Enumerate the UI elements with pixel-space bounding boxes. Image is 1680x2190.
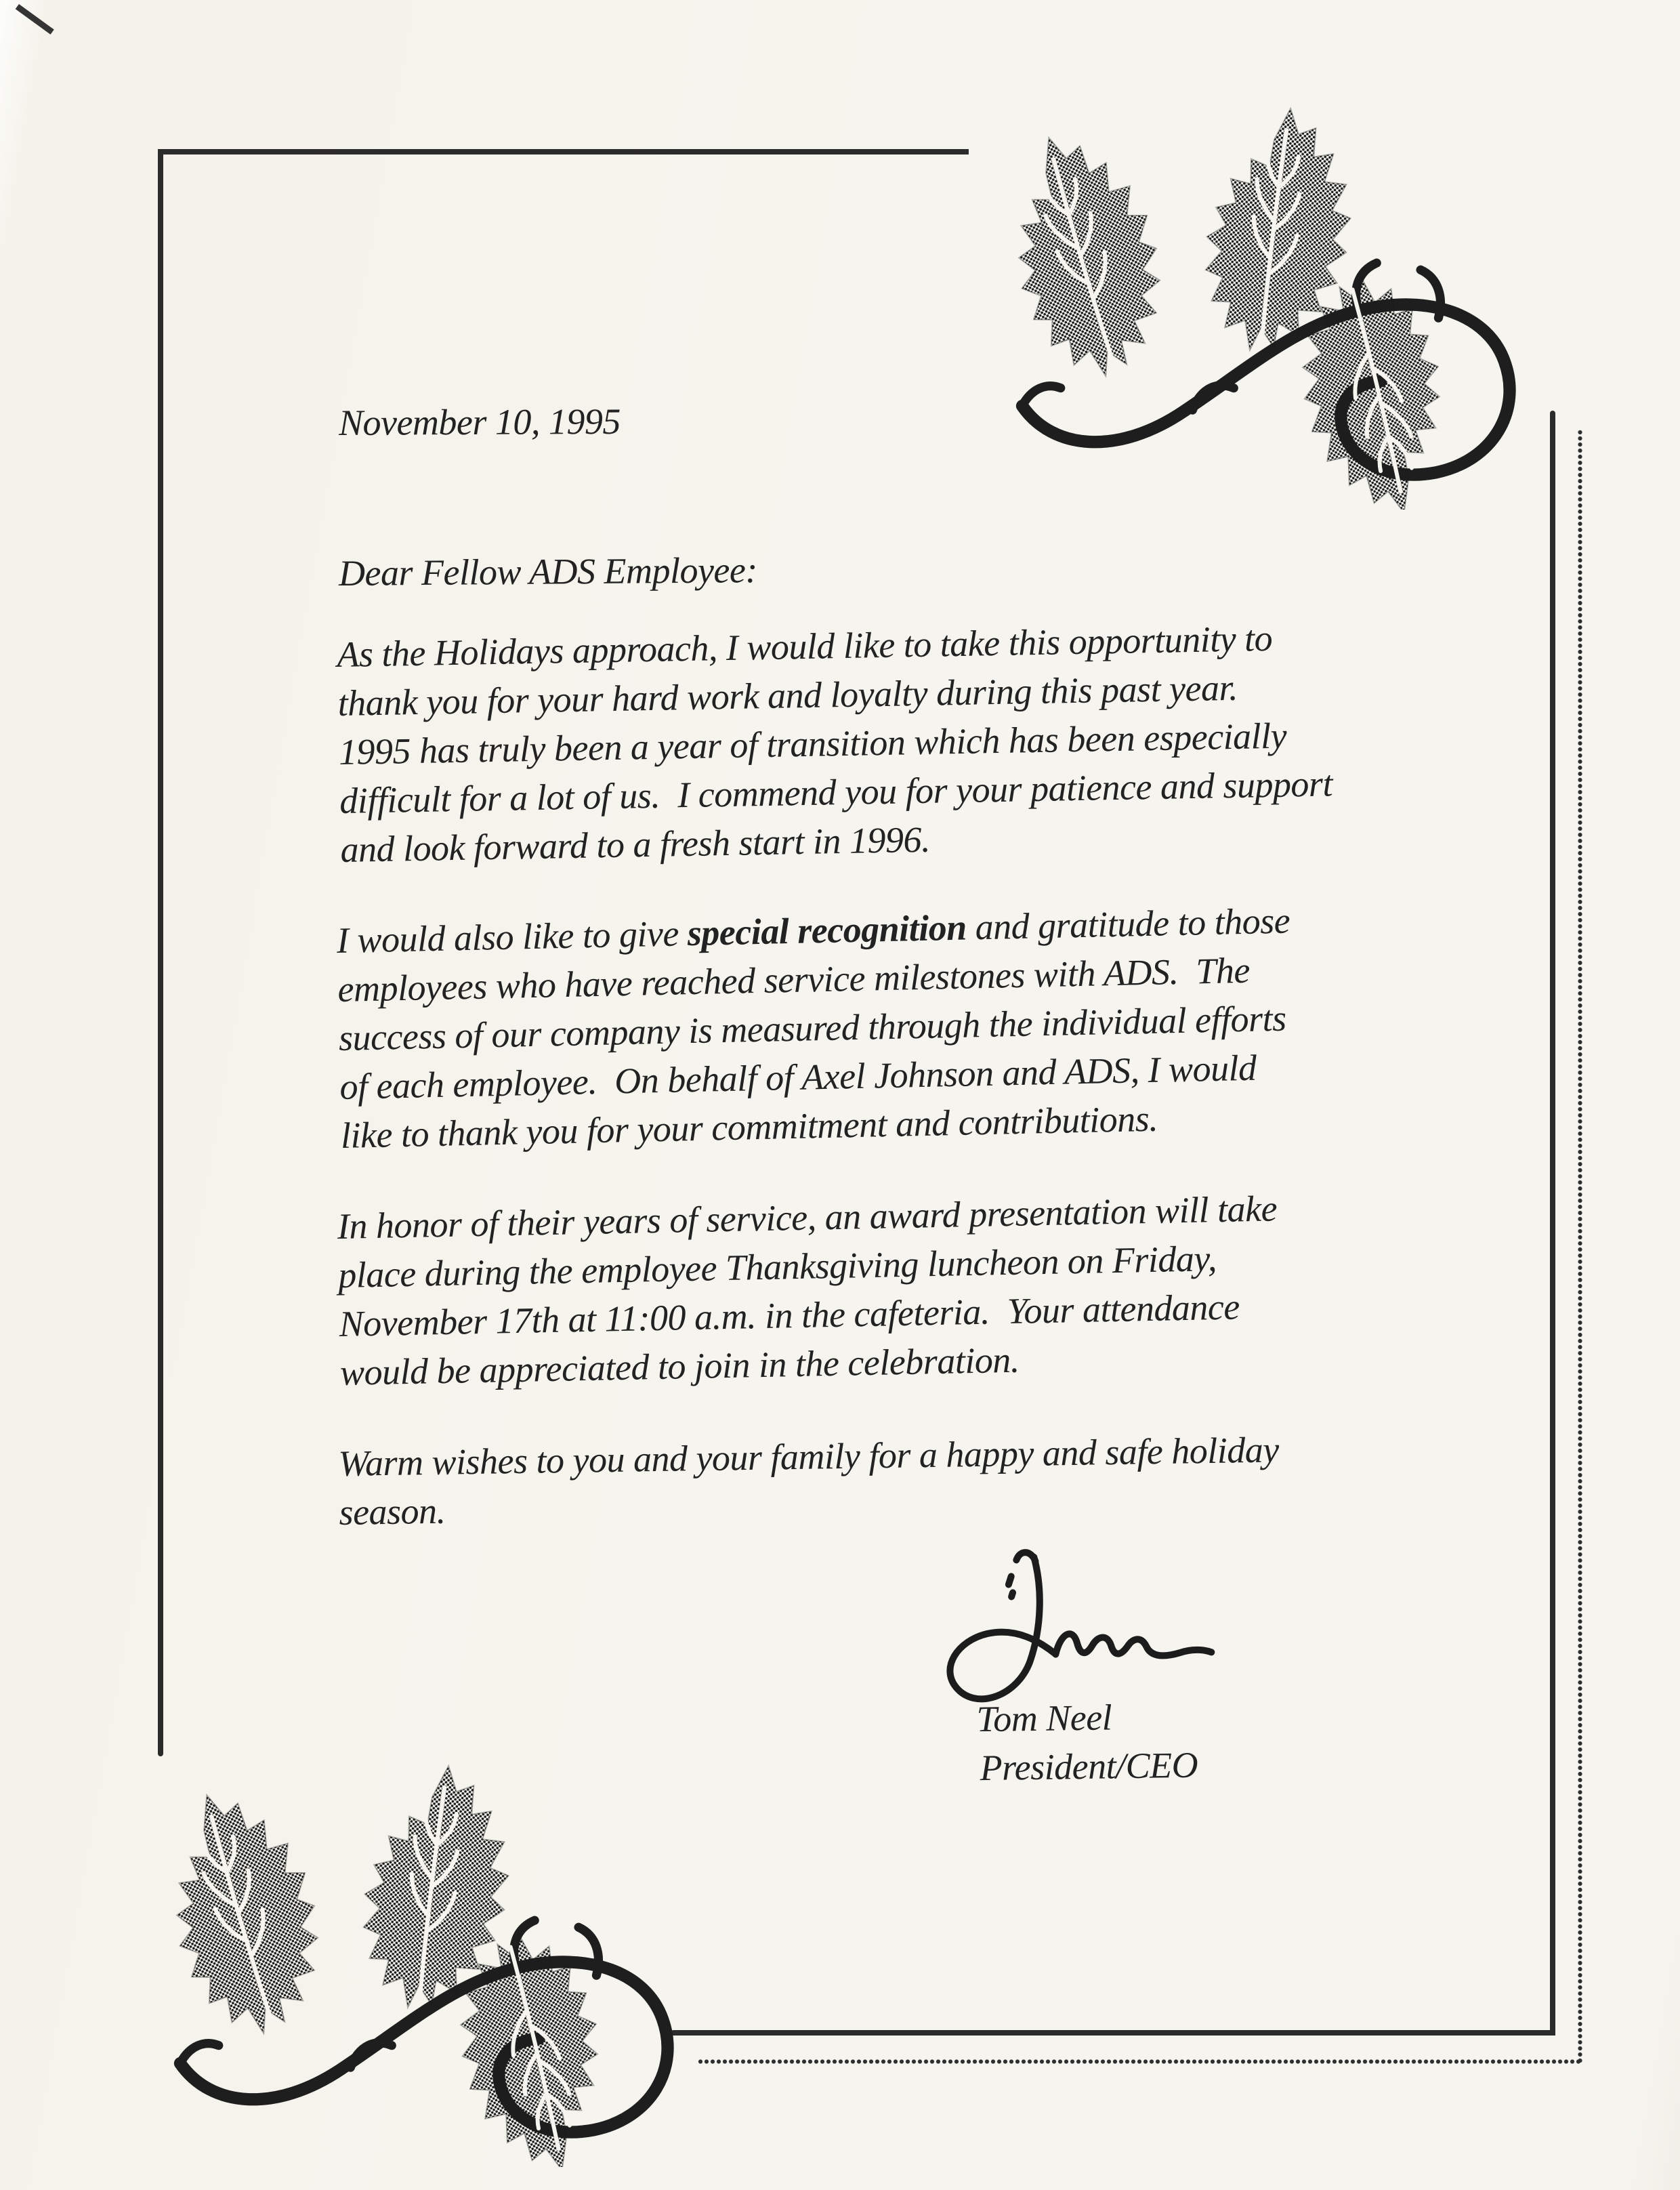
paragraph-4 (338, 1423, 1450, 1537)
text-line: season. (339, 1490, 446, 1533)
text-line: place during the employee Thanksgiving luncheon on Friday, (337, 1238, 1217, 1296)
text-line: Warm wishes to you and your family for a happy and safe holiday (338, 1429, 1280, 1485)
signer-name: Tom Neel (976, 1697, 1112, 1740)
paragraph-1 (337, 611, 1452, 874)
text-line: would be appreciated to join in the celebration. (339, 1339, 1020, 1393)
text-line: In honor of their years of service, an award presentation will take (337, 1188, 1278, 1247)
text-line: like to thank you for your commitment and contributions. (340, 1098, 1158, 1156)
signature-block (935, 1538, 1223, 1793)
text-line: employees who have reached service milestones with ADS. The (337, 949, 1251, 1010)
border-left-line (158, 149, 163, 1756)
border-right-dotted-line (1577, 430, 1583, 2064)
signer-title: President/CEO (980, 1744, 1198, 1789)
border-bottom-dotted-line (698, 2059, 1582, 2065)
letter-date: November 10, 1995 (338, 400, 621, 443)
letter-body (336, 398, 1450, 1789)
text-line: As the Holidays approach, I would like to take this opportunity to (336, 617, 1273, 676)
border-top-line (158, 149, 969, 154)
border-bottom-line (671, 2030, 1555, 2036)
text-line: of each employee. On behalf of Axel Johnson and ADS, I would (339, 1047, 1257, 1107)
text-line: difficult for a lot of us. I commend you for your patience and support (339, 763, 1333, 821)
text-line: and look forward to a fresh start in 1996. (339, 819, 931, 870)
text-line: November 17th at 11:00 a.m. in the cafeteria. Your attendance (339, 1286, 1240, 1344)
border-right-line (1550, 411, 1555, 2036)
paragraph-2 (336, 893, 1452, 1160)
leaf-flourish-bottom-left (132, 1760, 723, 2167)
text-line: 1995 has truly been a year of transition which has been especially (338, 715, 1287, 772)
text-line: thank you for your hard work and loyalty during this past year. (337, 667, 1238, 724)
text-line: I would also like to give special recognition and gratitude to those (336, 900, 1290, 962)
handwritten-signature (935, 1538, 1221, 1705)
letter-salutation: Dear Fellow ADS Employee: (338, 550, 758, 594)
paragraph-3 (337, 1181, 1451, 1397)
text-line: success of our company is measured through the individual efforts (338, 997, 1287, 1058)
scan-artifact-dash (16, 4, 54, 35)
